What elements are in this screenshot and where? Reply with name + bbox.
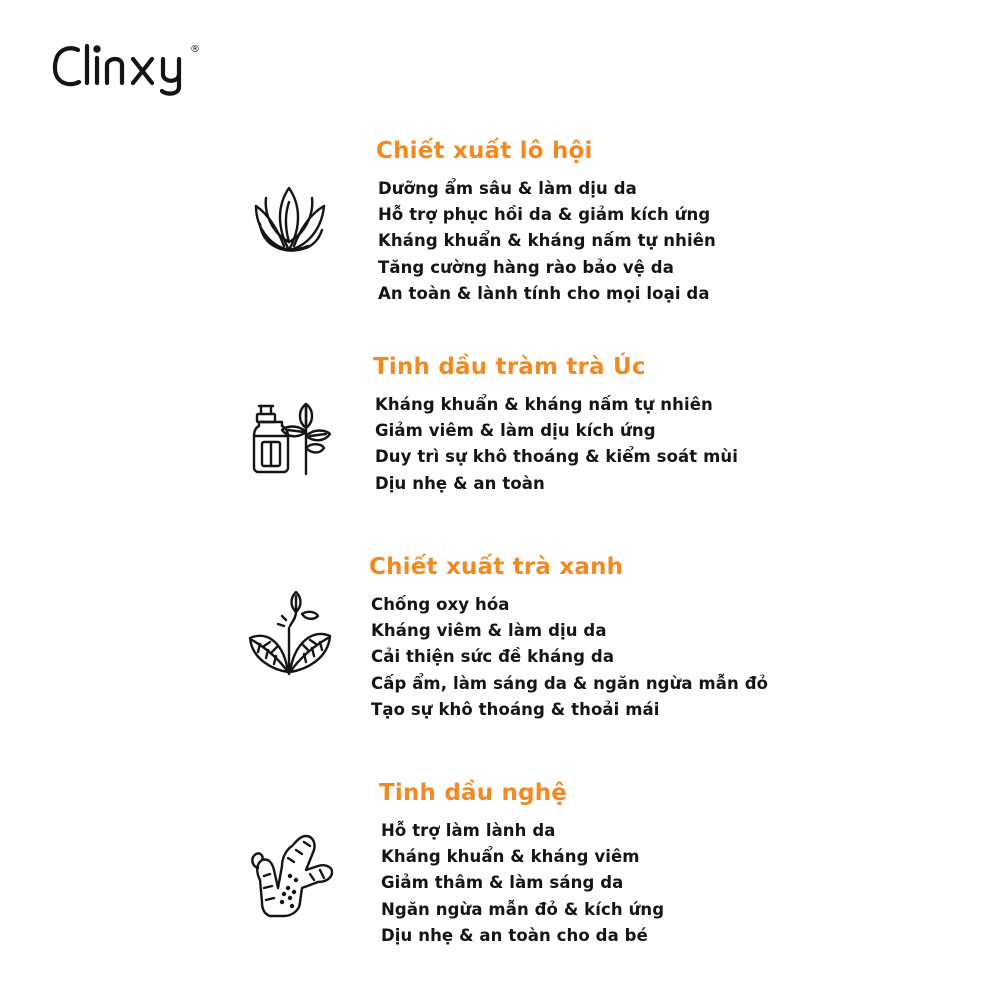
- ingredient-title: Chiết xuất lô hội: [376, 138, 593, 164]
- turmeric-root-icon: [244, 828, 334, 918]
- benefit-item: Dưỡng ẩm sâu & làm dịu da: [378, 179, 637, 198]
- benefit-list: [371, 592, 768, 723]
- benefit-item: Chống oxy hóa: [371, 595, 510, 614]
- clinxy-logo-icon: [50, 38, 220, 98]
- brand-logo: [50, 38, 220, 98]
- benefit-item: Giảm viêm & làm dịu kích ứng: [375, 421, 656, 441]
- benefit-item: Cấp ẩm, làm sáng da & ngăn ngừa mẫn đỏ: [371, 673, 769, 693]
- benefit-list: [381, 818, 664, 949]
- benefit-item: An toàn & lành tính cho mọi loại da: [378, 283, 710, 303]
- benefit-item: Kháng viêm & làm dịu da: [371, 621, 607, 641]
- benefit-item: Kháng khuẩn & kháng viêm: [381, 847, 640, 867]
- benefit-item: Tạo sự khô thoáng & thoải mái: [371, 699, 660, 719]
- aloe-vera-icon: [244, 180, 334, 270]
- tea-tree-oil-icon: [244, 392, 334, 482]
- ingredient-title: Tinh dầu tràm trà Úc: [373, 354, 646, 380]
- benefit-item: Tăng cường hàng rào bảo vệ da: [378, 257, 674, 277]
- trademark-symbol: ®: [190, 44, 200, 55]
- benefit-item: Kháng khuẩn & kháng nấm tự nhiên: [375, 395, 713, 414]
- benefit-list: [375, 392, 738, 497]
- benefit-list: [378, 176, 716, 307]
- benefit-item: Hỗ trợ phục hồi da & giảm kích ứng: [378, 205, 711, 225]
- benefit-item: Hỗ trợ làm lành da: [381, 821, 556, 840]
- benefit-item: Giảm thâm & làm sáng da: [381, 873, 624, 893]
- ingredient-title: Tinh dầu nghệ: [379, 780, 568, 806]
- ingredient-title: Chiết xuất trà xanh: [369, 554, 624, 580]
- benefit-item: Ngăn ngừa mẫn đỏ & kích ứng: [381, 899, 665, 919]
- green-tea-leaf-icon: [244, 588, 334, 678]
- benefit-item: Dịu nhẹ & an toàn cho da bé: [381, 925, 648, 945]
- benefit-item: Kháng khuẩn & kháng nấm tự nhiên: [378, 231, 716, 251]
- benefit-item: Dịu nhẹ & an toàn: [375, 473, 545, 493]
- benefit-item: Cải thiện sức đề kháng da: [371, 647, 615, 667]
- benefit-item: Duy trì sự khô thoáng & kiểm soát mùi: [375, 447, 738, 467]
